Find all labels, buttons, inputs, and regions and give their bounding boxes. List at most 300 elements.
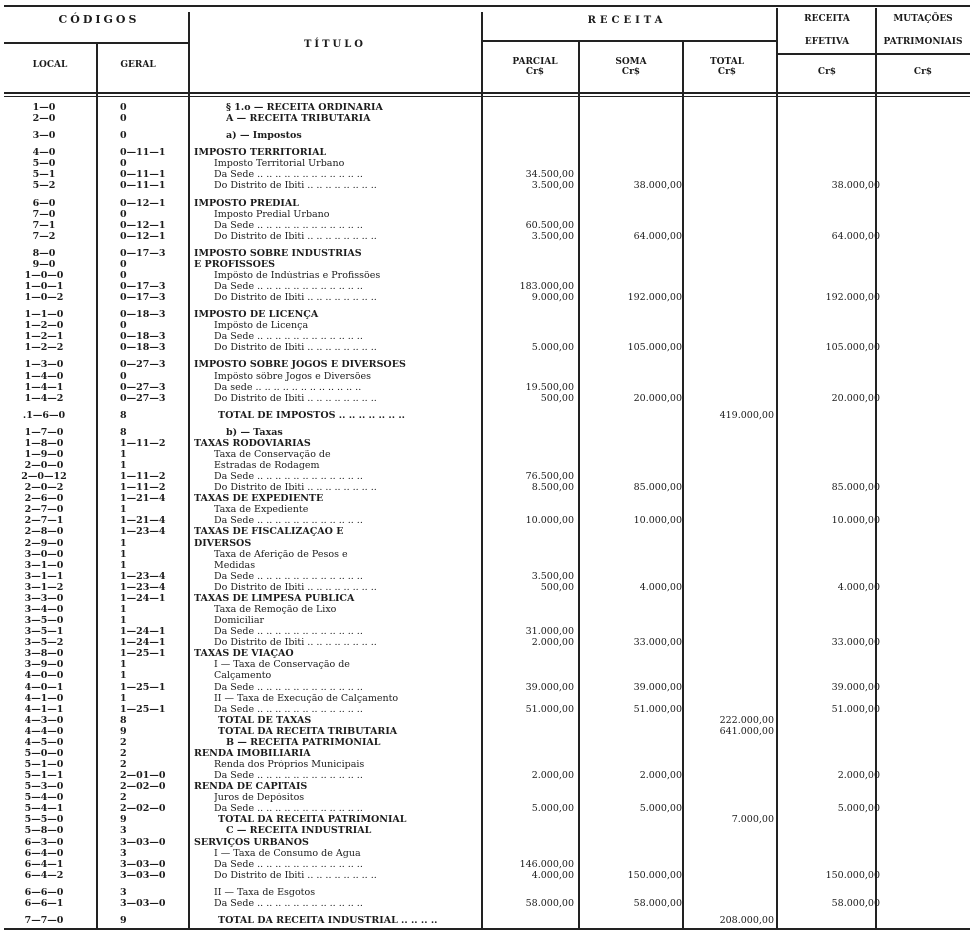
- parcial-value: 3.500,00: [531, 571, 574, 582]
- receita-efetiva-value: 38.000,00: [831, 180, 880, 191]
- code-local: 1—4—0: [24, 371, 64, 382]
- code-geral: 1: [120, 538, 127, 549]
- parcial-value: 51.000,00: [525, 704, 574, 715]
- ledger-row: [0, 561, 973, 571]
- header-geral: GERAL: [120, 60, 156, 70]
- ledger-row: [0, 638, 973, 648]
- code-local: 2—0—2: [24, 482, 64, 493]
- row-title: Medidas: [214, 561, 256, 571]
- code-local: 1—0—1: [24, 281, 64, 292]
- row-title: TAXAS DE LIMPESA PÚBLICA: [194, 594, 355, 604]
- code-local: 2—9—0: [24, 538, 64, 549]
- row-title: Da Sede .. .. .. .. .. .. .. .. .. .. .. ..: [214, 516, 363, 526]
- row-title: Do Distrito de Ibiti .. .. .. .. .. .. .. ..: [214, 394, 377, 404]
- row-title: Imposto Territorial Urbano: [214, 159, 345, 169]
- ledger-row: [0, 594, 973, 604]
- row-title: Da Sede .. .. .. .. .. .. .. .. .. .. .. ..: [214, 572, 363, 582]
- row-title: Calçamento: [214, 671, 272, 681]
- ledger-row: [0, 439, 973, 449]
- code-geral: 1—24—1: [120, 637, 166, 648]
- code-local: 1—0: [32, 102, 56, 113]
- ledger-row: [0, 411, 973, 421]
- receita-efetiva-value: 4.000,00: [837, 582, 880, 593]
- code-geral: 2—01—0: [120, 770, 166, 781]
- ledger-row: [0, 605, 973, 615]
- ledger-row: [0, 815, 973, 825]
- code-local: 6—4—2: [24, 870, 64, 881]
- row-title: RENDA IMOBILIÁRIA: [194, 749, 311, 759]
- ledger-row: [0, 694, 973, 704]
- row-title: TOTAL DA RECEITA PATRIMONIAL: [218, 815, 407, 825]
- header-soma: SOMA: [615, 57, 647, 67]
- receita-efetiva-value: 20.000,00: [831, 393, 880, 404]
- code-local: 3—1—0: [24, 560, 64, 571]
- code-geral: 0—18—3: [120, 331, 166, 342]
- code-geral: 0—12—1: [120, 198, 166, 209]
- code-geral: 0—27—3: [120, 359, 166, 370]
- ledger-row: [0, 649, 973, 659]
- row-title: Renda dos Próprios Municipais: [214, 760, 365, 770]
- header-total-unit: Cr$: [717, 67, 737, 77]
- code-geral: 0—17—3: [120, 281, 166, 292]
- row-title: C — RECEITA INDUSTRIAL: [226, 826, 372, 836]
- header-soma-unit: Cr$: [621, 67, 641, 77]
- header-receita-efetiva-1: RECEITA: [804, 14, 850, 24]
- ledger-row: [0, 372, 973, 382]
- row-title: Do Distrito de Ibiti .. .. .. .. .. .. .. ..: [214, 181, 377, 191]
- code-local: 4—0—1: [24, 682, 64, 693]
- code-geral: 1: [120, 549, 127, 560]
- ledger-row: [0, 383, 973, 393]
- parcial-value: 31.000,00: [525, 626, 574, 637]
- row-title: TAXAS DE EXPEDIENTE: [194, 494, 324, 504]
- header-codigos: CÓDIGOS: [58, 13, 140, 26]
- soma-value: 10.000,00: [633, 515, 682, 526]
- code-local: 6—4—1: [24, 859, 64, 870]
- receita-efetiva-value: 64.000,00: [831, 231, 880, 242]
- row-title: TOTAL DA RECEITA INDUSTRIAL .. .. .. ..: [218, 916, 438, 926]
- ledger-row: [0, 210, 973, 220]
- code-geral: 2: [120, 748, 127, 759]
- parcial-value: 500,00: [540, 582, 574, 593]
- code-local: 7—0: [32, 209, 56, 220]
- ledger-row: [0, 131, 973, 141]
- code-local: 2—6—0: [24, 493, 64, 504]
- code-local: 3—0: [32, 130, 56, 141]
- code-local: 5—0—0: [24, 748, 64, 759]
- row-title: Do Distrito de Ibiti .. .. .. .. .. .. .. ..: [214, 871, 377, 881]
- row-title: Impôsto de Licença: [214, 321, 309, 331]
- parcial-value: 34.500,00: [525, 169, 574, 180]
- ledger-row: [0, 782, 973, 792]
- ledger-row: [0, 114, 973, 124]
- receita-efetiva-value: 85.000,00: [831, 482, 880, 493]
- row-title: I — Taxa de Consumo de Água: [214, 849, 361, 859]
- code-geral: 0—18—3: [120, 309, 166, 320]
- total-value: 419.000,00: [719, 410, 774, 421]
- row-title: § 1.o — RECEITA ORDINÁRIA: [226, 103, 383, 113]
- code-local: 5—2: [32, 180, 56, 191]
- ledger-row: [0, 760, 973, 770]
- receita-efetiva-value: 58.000,00: [831, 898, 880, 909]
- row-title: IMPOSTO TERRITORIAL: [194, 148, 327, 158]
- code-geral: 1—11—2: [120, 482, 166, 493]
- code-local: 2—0—0: [24, 460, 64, 471]
- ledger-row: [0, 826, 973, 836]
- code-geral: 1—24—1: [120, 626, 166, 637]
- code-geral: 0: [120, 371, 127, 382]
- row-title: Taxa de Expediente: [214, 505, 309, 515]
- code-geral: 1: [120, 460, 127, 471]
- code-local: 3—8—0: [24, 648, 64, 659]
- code-geral: 3—03—0: [120, 837, 166, 848]
- row-title: Do Distrito de Ibiti .. .. .. .. .. .. .. ..: [214, 293, 377, 303]
- code-local: 6—4—0: [24, 848, 64, 859]
- header-parcial-unit: Cr$: [525, 67, 545, 77]
- ledger-row: [0, 727, 973, 737]
- code-geral: 1: [120, 504, 127, 515]
- code-geral: 1—11—2: [120, 438, 166, 449]
- code-local: 4—3—0: [24, 715, 64, 726]
- code-geral: 1—25—1: [120, 682, 166, 693]
- code-geral: 2: [120, 759, 127, 770]
- code-local: 1—4—2: [24, 393, 64, 404]
- parcial-value: 19.500,00: [525, 382, 574, 393]
- row-title: B — RECEITA PATRIMONIAL: [226, 738, 381, 748]
- code-geral: 1: [120, 693, 127, 704]
- code-geral: 1: [120, 604, 127, 615]
- header-local: LOCAL: [32, 60, 68, 70]
- row-title: SERVIÇOS URBANOS: [194, 838, 309, 848]
- row-title: Da Sede .. .. .. .. .. .. .. .. .. .. .. ..: [214, 282, 363, 292]
- receita-efetiva-value: 5.000,00: [837, 803, 880, 814]
- code-geral: 1—23—4: [120, 571, 166, 582]
- code-geral: 1—11—2: [120, 471, 166, 482]
- code-geral: 2: [120, 737, 127, 748]
- header-bottom-rule: [4, 92, 970, 94]
- parcial-value: 3.500,00: [531, 180, 574, 191]
- parcial-value: 4.000,00: [531, 870, 574, 881]
- code-geral: 1: [120, 670, 127, 681]
- row-title: IMPOSTO SÔBRE JOGOS E DIVERSÕES: [194, 360, 406, 370]
- total-value: 7.000,00: [731, 814, 774, 825]
- code-local: 7—2: [32, 231, 56, 242]
- parcial-value: 183.000,00: [519, 281, 574, 292]
- header-receita: RECEITA: [587, 15, 667, 26]
- code-local: 1—0—2: [24, 292, 64, 303]
- code-local: 1—4—1: [24, 382, 64, 393]
- row-title: Da Sede .. .. .. .. .. .. .. .. .. .. .. ..: [214, 705, 363, 715]
- row-title: Do Distrito de Ibiti .. .. .. .. .. .. .. ..: [214, 343, 377, 353]
- ledger-row: [0, 671, 973, 681]
- ledger-row: [0, 103, 973, 113]
- bottom-rule: [4, 928, 970, 930]
- row-title: Impôsto de Indústrias e Profissões: [214, 271, 381, 281]
- ledger-row: [0, 159, 973, 169]
- receita-efetiva-value: 105.000,00: [825, 342, 880, 353]
- soma-value: 58.000,00: [633, 898, 682, 909]
- code-geral: 0: [120, 158, 127, 169]
- receita-efetiva-value: 10.000,00: [831, 515, 880, 526]
- row-title: Da Sede .. .. .. .. .. .. .. .. .. .. .. ..: [214, 860, 363, 870]
- soma-value: 20.000,00: [633, 393, 682, 404]
- code-local: 3—9—0: [24, 659, 64, 670]
- parcial-value: 3.500,00: [531, 231, 574, 242]
- ledger-row: [0, 916, 973, 926]
- ledger-row: [0, 838, 973, 848]
- parcial-value: 10.000,00: [525, 515, 574, 526]
- code-local: 6—0: [32, 198, 56, 209]
- parcial-value: 2.000,00: [531, 637, 574, 648]
- code-geral: 0—17—3: [120, 292, 166, 303]
- code-local: 5—8—0: [24, 825, 64, 836]
- soma-value: 51.000,00: [633, 704, 682, 715]
- code-local: 1—2—1: [24, 331, 64, 342]
- row-title: RENDA DE CAPITAIS: [194, 782, 308, 792]
- code-geral: 8: [120, 410, 127, 421]
- code-geral: 1—23—4: [120, 526, 166, 537]
- row-title: Juros de Depósitos: [214, 793, 305, 803]
- code-local: 3—5—0: [24, 615, 64, 626]
- code-geral: 1—25—1: [120, 648, 166, 659]
- code-local: 1—2—2: [24, 342, 64, 353]
- row-title: DIVERSOS: [194, 539, 252, 549]
- row-title: Do Distrito de Ibiti .. .. .. .. .. .. .. ..: [214, 638, 377, 648]
- code-local: 4—1—1: [24, 704, 64, 715]
- row-title: E PROFISSÕES: [194, 260, 275, 270]
- ledger-row: [0, 221, 973, 231]
- row-title: TAXAS DE FISCALIZAÇÃO E: [194, 527, 344, 537]
- ledger-row: [0, 293, 973, 303]
- header-mutacoes-unit: Cr$: [913, 67, 933, 77]
- code-local: 5—4—1: [24, 803, 64, 814]
- code-geral: 2—02—0: [120, 803, 166, 814]
- code-geral: 1—21—4: [120, 493, 166, 504]
- row-title: Imposto Predial Urbano: [214, 210, 330, 220]
- code-local: 1—2—0: [24, 320, 64, 331]
- code-local: 6—6—1: [24, 898, 64, 909]
- code-local: 2—8—0: [24, 526, 64, 537]
- code-local: 3—0—0: [24, 549, 64, 560]
- code-geral: 0: [120, 270, 127, 281]
- row-title: Da Sede .. .. .. .. .. .. .. .. .. .. .. ..: [214, 221, 363, 231]
- code-local: 3—1—2: [24, 582, 64, 593]
- ledger-row: [0, 199, 973, 209]
- code-geral: 0: [120, 102, 127, 113]
- code-local: 2—7—0: [24, 504, 64, 515]
- code-local: 1—9—0: [24, 449, 64, 460]
- code-geral: 1—23—4: [120, 582, 166, 593]
- code-local: 4—5—0: [24, 737, 64, 748]
- code-local: 3—4—0: [24, 604, 64, 615]
- code-geral: 2: [120, 792, 127, 803]
- code-geral: 3: [120, 825, 127, 836]
- receita-efetiva-value: 2.000,00: [837, 770, 880, 781]
- total-value: 222.000,00: [719, 715, 774, 726]
- code-geral: 9: [120, 915, 127, 926]
- total-value: 208.000,00: [719, 915, 774, 926]
- row-title: Da Sede .. .. .. .. .. .. .. .. .. .. .. ..: [214, 804, 363, 814]
- receita-efetiva-value: 33.000,00: [831, 637, 880, 648]
- ledger-row: [0, 394, 973, 404]
- row-title: A — RECEITA TRIBUTÁRIA: [226, 114, 371, 124]
- code-geral: 0: [120, 130, 127, 141]
- code-local: 6—6—0: [24, 887, 64, 898]
- row-title: Do Distrito de Ibiti .. .. .. .. .. .. .. ..: [214, 583, 377, 593]
- code-geral: 3: [120, 848, 127, 859]
- soma-value: 5.000,00: [639, 803, 682, 814]
- row-title: TOTAL DE TAXAS: [218, 716, 312, 726]
- ledger-row: [0, 148, 973, 158]
- ledger-row: [0, 871, 973, 881]
- code-local: 5—0: [32, 158, 56, 169]
- soma-value: 150.000,00: [627, 870, 682, 881]
- ledger-row: [0, 428, 973, 438]
- code-local: 5—5—0: [24, 814, 64, 825]
- code-geral: 0—18—3: [120, 342, 166, 353]
- parcial-value: 500,00: [540, 393, 574, 404]
- code-local: 5—1: [32, 169, 56, 180]
- code-geral: 0—11—1: [120, 180, 166, 191]
- row-title: Da Sede .. .. .. .. .. .. .. .. .. .. .. ..: [214, 472, 363, 482]
- parcial-value: 146.000,00: [519, 859, 574, 870]
- parcial-value: 39.000,00: [525, 682, 574, 693]
- row-title: IMPOSTO DE LICENÇA: [194, 310, 319, 320]
- ledger-row: [0, 461, 973, 471]
- ledger-row: [0, 505, 973, 515]
- parcial-value: 8.500,00: [531, 482, 574, 493]
- row-title: TAXAS RODOVIÁRIAS: [194, 439, 311, 449]
- code-geral: 9: [120, 726, 127, 737]
- ledger-row: [0, 181, 973, 191]
- ledger-row: [0, 232, 973, 242]
- parcial-value: 9.000,00: [531, 292, 574, 303]
- ledger-row: [0, 716, 973, 726]
- receita-efetiva-value: 51.000,00: [831, 704, 880, 715]
- ledger-row: [0, 616, 973, 626]
- soma-value: 39.000,00: [633, 682, 682, 693]
- ledger-row: [0, 583, 973, 593]
- row-title: Taxa de Remoção de Lixo: [214, 605, 337, 615]
- ledger-row: [0, 343, 973, 353]
- row-title: Do Distrito de Ibiti .. .. .. .. .. .. .. ..: [214, 483, 377, 493]
- code-geral: 8: [120, 715, 127, 726]
- code-geral: 3—03—0: [120, 870, 166, 881]
- ledger-row: [0, 360, 973, 370]
- code-local: 1—1—0: [24, 309, 64, 320]
- code-geral: 2—02—0: [120, 781, 166, 792]
- ledger-row: [0, 260, 973, 270]
- row-title: Da Sede .. .. .. .. .. .. .. .. .. .. .. ..: [214, 332, 363, 342]
- ledger-row: [0, 332, 973, 342]
- code-local: 2—0—12: [21, 471, 67, 482]
- soma-value: 4.000,00: [639, 582, 682, 593]
- code-geral: 0: [120, 209, 127, 220]
- code-geral: 0—27—3: [120, 382, 166, 393]
- code-local: 4—0: [32, 147, 56, 158]
- code-geral: 0—12—1: [120, 220, 166, 231]
- code-geral: 9: [120, 814, 127, 825]
- soma-value: 64.000,00: [633, 231, 682, 242]
- header-mutacoes-1: MUTAÇÕES: [893, 14, 953, 24]
- ledger-row: [0, 550, 973, 560]
- code-local: 2—0: [32, 113, 56, 124]
- parcial-value: 76.500,00: [525, 471, 574, 482]
- ledger-row: [0, 849, 973, 859]
- ledger-row: [0, 860, 973, 870]
- ledger-row: [0, 450, 973, 460]
- row-title: IMPOSTO SÔBRE INDÚSTRIAS: [194, 249, 362, 259]
- row-title: b) — Taxas: [226, 428, 283, 438]
- row-title: II — Taxa de Esgotos: [214, 888, 316, 898]
- ledger-row: [0, 749, 973, 759]
- row-title: TOTAL DE IMPOSTOS .. .. .. .. .. .. ..: [218, 411, 405, 421]
- parcial-value: 5.000,00: [531, 803, 574, 814]
- ledger-row: [0, 170, 973, 180]
- row-title: Da Sede .. .. .. .. .. .. .. .. .. .. .. ..: [214, 170, 363, 180]
- row-title: Da Sede .. .. .. .. .. .. .. .. .. .. .. ..: [214, 899, 363, 909]
- ledger-row: [0, 683, 973, 693]
- code-geral: 0—17—3: [120, 248, 166, 259]
- code-geral: 0: [120, 259, 127, 270]
- ledger-row: [0, 899, 973, 909]
- row-title: Impôsto sôbre Jogos e Diversões: [214, 372, 371, 382]
- soma-value: 85.000,00: [633, 482, 682, 493]
- code-local: .1—6—0: [22, 410, 66, 421]
- total-value: 641.000,00: [719, 726, 774, 737]
- row-title: a) — Impostos: [226, 131, 302, 141]
- parcial-value: 2.000,00: [531, 770, 574, 781]
- code-local: 7—7—0: [24, 915, 64, 926]
- soma-value: 33.000,00: [633, 637, 682, 648]
- code-local: 3—5—1: [24, 626, 64, 637]
- ledger-row: [0, 705, 973, 715]
- code-local: 6—3—0: [24, 837, 64, 848]
- code-geral: 1: [120, 560, 127, 571]
- ledger-row: [0, 771, 973, 781]
- code-geral: 0: [120, 320, 127, 331]
- ledger-row: [0, 310, 973, 320]
- parcial-value: 60.500,00: [525, 220, 574, 231]
- row-title: Da Sede .. .. .. .. .. .. .. .. .. .. .. ..: [214, 627, 363, 637]
- code-geral: 0—12—1: [120, 231, 166, 242]
- code-geral: 1—25—1: [120, 704, 166, 715]
- header-receita-efetiva-2: EFETIVA: [804, 37, 850, 47]
- header-titulo: TÍTULO: [303, 39, 367, 50]
- ledger-row: [0, 527, 973, 537]
- code-geral: 1—24—1: [120, 593, 166, 604]
- row-title: Domiciliar: [214, 616, 265, 626]
- row-title: I — Taxa de Conservação de: [214, 660, 350, 670]
- row-title: TOTAL DA RECEITA TRIBUTÁRIA: [218, 727, 398, 737]
- row-title: Estradas de Rodagem: [214, 461, 320, 471]
- ledger-row: [0, 516, 973, 526]
- code-geral: 1—21—4: [120, 515, 166, 526]
- code-local: 1—0—0: [24, 270, 64, 281]
- code-geral: 1: [120, 615, 127, 626]
- header-parcial: PARCIAL: [512, 57, 558, 67]
- code-local: 3—5—2: [24, 637, 64, 648]
- ledger-row: [0, 660, 973, 670]
- code-geral: 3—03—0: [120, 898, 166, 909]
- ledger-row: [0, 572, 973, 582]
- code-geral: 1: [120, 659, 127, 670]
- code-geral: 8: [120, 427, 127, 438]
- row-title: II — Taxa de Execução de Calçamento: [214, 694, 399, 704]
- ledger-row: [0, 271, 973, 281]
- header-total: TOTAL: [709, 57, 745, 67]
- code-local: 2—7—1: [24, 515, 64, 526]
